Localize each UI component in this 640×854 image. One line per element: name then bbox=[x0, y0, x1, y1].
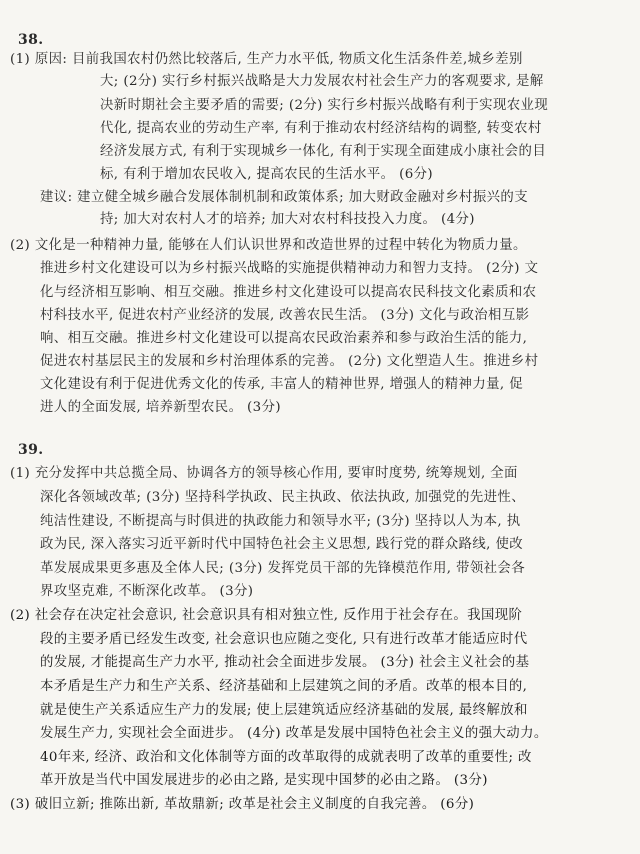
q38-line: (2) 文化是一种精神力量, 能够在人们认识世界和改造世界的过程中转化为物质力量。 bbox=[10, 238, 527, 253]
q38-line: 大; (2分) 实行乡村振兴战略是大力发展农村社会生产力的客观要求, 是解 bbox=[100, 74, 544, 89]
q39-line: 纯洁性建设, 不断提高与时俱进的执政能力和领导水平; (3分) 坚持以人为本, 执 bbox=[40, 514, 521, 529]
q39-line: 深化各领域改革; (3分) 坚持科学执政、民主执政、依法执政, 加强党的先进性、 bbox=[40, 490, 526, 505]
q39-line: 界攻坚克难, 不断深化改革。 (3分) bbox=[40, 584, 254, 599]
q39-line: 发展生产力, 实现社会全面进步。 (4分) 改革是发展中国特色社会主义的强大动力。 bbox=[40, 726, 548, 741]
q38-line: 持; 加大对农村人才的培养; 加大对农村科技投入力度。 (4分) bbox=[100, 212, 475, 227]
q39-line: 40年来, 经济、政治和文化体制等方面的改革取得的成就表明了改革的重要性; 改 bbox=[40, 750, 532, 765]
q38-line: 建议: 建立健全城乡融合发展体制机制和政策体系; 加大财政金融对乡村振兴的支 bbox=[40, 190, 529, 205]
q38-line: 村科技水平, 促进农村产业经济的发展, 改善农民生活。 (3分) 文化与政治相互影 bbox=[40, 308, 530, 323]
q38-line: 推进乡村文化建设可以为乡村振兴战略的实施提供精神动力和智力支持。 (2分) 文 bbox=[40, 261, 539, 276]
question-39-number: 39. bbox=[18, 442, 44, 458]
q38-line: 进人的全面发展, 培养新型农民。 (3分) bbox=[40, 400, 281, 415]
q39-line: (1) 充分发挥中共总揽全局、协调各方的领导核心作用, 要审时度势, 统筹规划, 全面 bbox=[10, 466, 518, 481]
q38-line: 促进农村基层民主的发展和乡村治理体系的完善。 (2分) 文化塑造人生。推进乡村 bbox=[40, 354, 539, 369]
q39-line: 政为民, 深入落实习近平新时代中国特色社会主义思想, 践行党的群众路线, 使改 bbox=[40, 537, 524, 552]
q38-line: 决新时期社会主要矛盾的需要; (2分) 实行乡村振兴战略有利于实现农业现 bbox=[100, 98, 549, 113]
q38-line: 响、相互交融。推进乡村文化建设可以提高农民政治素养和参与政治生活的能力, bbox=[40, 331, 528, 346]
q39-line: 段的主要矛盾已经发生改变, 社会意识也应随之变化, 只有进行改革才能适应时代 bbox=[40, 632, 528, 647]
q39-line: 的发展, 才能提高生产力水平, 推动社会全面进步发展。 (3分) 社会主义社会的基 bbox=[40, 655, 530, 670]
q38-line: (1) 原因: 目前我国农村仍然比较落后, 生产力水平低, 物质文化生活条件差,城乡差别 bbox=[10, 52, 523, 67]
q39-line: 就是使生产关系适应生产力的发展; 使上层建筑适应经济基础的发展, 最终解放和 bbox=[40, 703, 528, 718]
q39-line: (2) 社会存在决定社会意识, 社会意识具有相对独立性, 反作用于社会存在。我国现阶 bbox=[10, 608, 523, 623]
q39-line: (3) 破旧立新; 推陈出新, 革故鼎新; 改革是社会主义制度的自我完善。 (6分) bbox=[10, 797, 475, 812]
q38-line: 化与经济相互影响、相互交融。推进乡村文化建设可以提高农民科技文化素质和农 bbox=[40, 285, 537, 300]
q39-line: 本矛盾是生产力和生产关系、经济基础和上层建筑之间的矛盾。改革的根本目的, bbox=[40, 679, 528, 694]
q38-line: 经济发展方式, 有利于实现城乡一体化, 有利于实现全面建成小康社会的目 bbox=[100, 144, 547, 159]
q39-line: 革发展成果更多惠及全体人民; (3分) 发挥党员干部的先锋模范作用, 带领社会各 bbox=[40, 561, 526, 576]
q38-line: 标, 有利于增加农民收入, 提高农民的生活水平。 (6分) bbox=[100, 167, 434, 182]
q39-line: 革开放是当代中国发展进步的必由之路, 是实现中国梦的必由之路。 (3分) bbox=[40, 773, 488, 788]
q38-line: 文化建设有利于促进优秀文化的传承, 丰富人的精神世界, 增强人的精神力量, 促 bbox=[40, 377, 524, 392]
question-38-number: 38. bbox=[18, 32, 44, 48]
q38-line: 代化, 提高农业的劳动生产率, 有利于推动农村经济结构的调整, 转变农村 bbox=[100, 121, 542, 136]
